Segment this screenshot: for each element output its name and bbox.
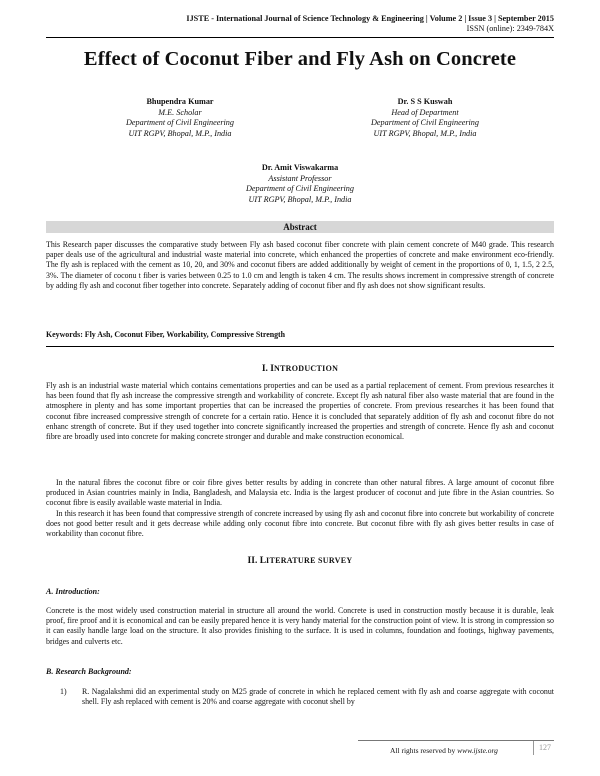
intro-paragraph: In this research it has been found that compressive strength of concrete increased by using fly ash and coconut fibre into concrete but workability of concrete does not good better result and it gets decrease while adding only coconut fibre into concrete. But coconut fibre with fly ash gives better results in case of workability than coconut fibre. bbox=[46, 509, 554, 539]
author-institution: UIT RGPV, Bhopal, M.P., India bbox=[373, 128, 477, 138]
section-heading-introduction bbox=[0, 364, 600, 374]
keywords: Keywords: Fly Ash, Coconut Fiber, Workability, Compressive Strength bbox=[46, 330, 286, 339]
footer-rights: All rights reserved by bbox=[390, 746, 458, 755]
abstract-divider bbox=[46, 346, 554, 347]
author-role: Assistant Professor bbox=[268, 173, 332, 183]
subsection-heading: B. Research Background: bbox=[46, 667, 132, 676]
section-title-rest: ITERATURE SURVEY bbox=[266, 556, 353, 565]
author-role: M.E. Scholar bbox=[158, 107, 202, 117]
page-number: 127 bbox=[533, 741, 556, 755]
paper-title: Effect of Coconut Fiber and Fly Ash on Concrete bbox=[83, 48, 517, 70]
author-name: Dr. S S Kuswah bbox=[397, 97, 453, 106]
author-department: Department of Civil Engineering bbox=[125, 118, 234, 128]
section-number: I. bbox=[261, 364, 268, 374]
literature-paragraph: Concrete is the most widely used construction material in structure all around the world. Concrete is used in construction mostly because it is durable, leak proof, fire proof and it is economical and can be easily prepared hence it is very handy material for the construction point of view. It is strong in compression so it can easily handle large load on the structure. It also provides finishing to the surface. It is used in columns, foundation and footings, highway pavements, bridges and culverts etc. bbox=[46, 606, 554, 646]
abstract-heading: Abstract bbox=[46, 221, 554, 233]
author-department: Department of Civil Engineering bbox=[245, 184, 354, 194]
subsection-heading: A. Introduction: bbox=[46, 587, 100, 596]
author-name: Bhupendra Kumar bbox=[146, 97, 214, 106]
issn-line: ISSN (online): 2349-784X bbox=[466, 24, 554, 33]
intro-paragraph: Fly ash is an industrial waste material which contains cementations properties and can be used as a partial replacement of cement. From previous researches it has been found that fly ash increase the compressive strength and workability of concrete. Except fly ash natural fiber also waste material that are found in the atmosphere in plenty and has some important properties that can be increased the properties of concrete. From previous researches it has been found that coconut fibre increased compressive strength of concrete for a certain ratio. Hence it is concluded that separately addition of fly ash and coconut fibre do not enhanc strength of concrete. But if they used together into concrete significantly increased the properties and strength of concrete. Hence fly ash and coconut fibre are broadly used into concrete for making concrete stronger and durable and make construction economical. bbox=[46, 381, 554, 442]
section-number: II. bbox=[247, 556, 258, 566]
list-item bbox=[46, 687, 554, 707]
author-block bbox=[190, 163, 410, 205]
author-role: Head of Department bbox=[391, 107, 459, 117]
author-institution: UIT RGPV, Bhopal, M.P., India bbox=[128, 128, 232, 138]
list-item-text: R. Nagalakshmi did an experimental study on M25 grade of concrete in which he replaced cement with fly ash and coarse aggregate with coconut shell. Fly ash replaced with cement is 20% and coarse aggregate with coconut shell by bbox=[82, 687, 554, 707]
section-heading-literature bbox=[0, 556, 600, 566]
footer-divider bbox=[358, 740, 554, 741]
journal-header: IJSTE - International Journal of Science Technology & Engineering | Volume 2 | Issue 3 | September 2015 bbox=[186, 14, 554, 23]
author-block bbox=[315, 97, 535, 139]
intro-paragraph: In the natural fibres the coconut fibre or coir fibre gives better results by adding in concrete than other natural fibres. A large amount of coconut fibre produced in Asian countries mainly in India, Bangladesh, and Malaysia etc. India is the largest producer of coconut and jute fibre in the Asian countries. So coconut fibre is easily available waste material in India. bbox=[46, 478, 554, 508]
author-department: Department of Civil Engineering bbox=[370, 118, 479, 128]
footer-link[interactable]: www.ijste.org bbox=[457, 746, 498, 755]
section-initial: I bbox=[270, 364, 274, 374]
footer bbox=[390, 746, 498, 755]
abstract-text: This Research paper discusses the comparative study between Fly ash based coconut fiber concrete with plain cement concrete of M40 grade. This research paper deals use of the agricultural and industrial waste material into concrete, which enhanced the properties of concrete and make environment eco-friendly. The fly ash is replaced with the cement as 10, 20, and 30% and coconut fibers are added additionally by weight of cement in the proportions of 0, 1, 1.5, 2 2.5, 3%. The diameter of coconu t fiber is varies between 0.25 to 1.0 cm and length is taken 4 cm. The results shows increment in compressive strength of concrete by adding fly ash and coconut fiber together into concrete. Separately adding of coconut fiber and fly ash does not show significant results. bbox=[46, 240, 554, 290]
author-block bbox=[70, 97, 290, 139]
header-divider bbox=[46, 37, 554, 38]
author-name: Dr. Amit Viswakarma bbox=[261, 163, 339, 172]
author-institution: UIT RGPV, Bhopal, M.P., India bbox=[248, 194, 352, 204]
section-initial: L bbox=[259, 556, 267, 566]
section-title-rest: NTRODUCTION bbox=[273, 364, 339, 373]
list-number: 1) bbox=[60, 687, 67, 696]
